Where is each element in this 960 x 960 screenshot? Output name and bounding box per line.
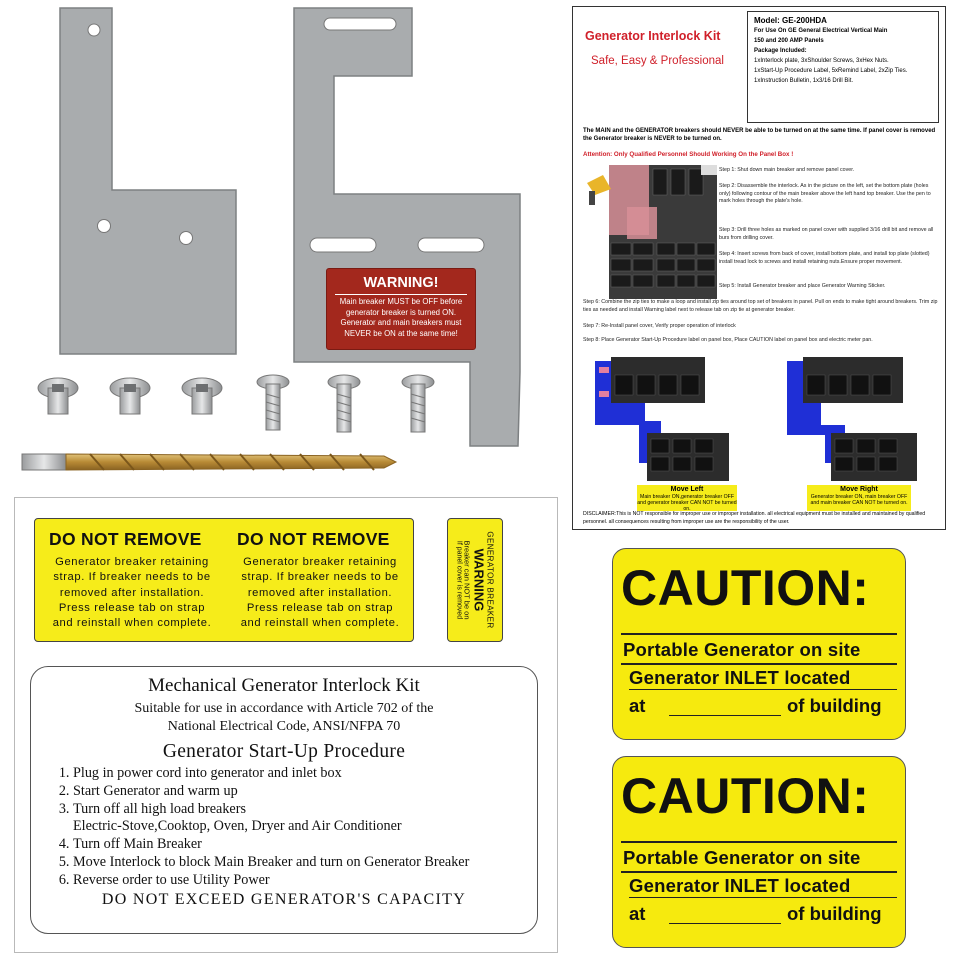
drill-bit (22, 454, 396, 470)
hardware-photo (0, 360, 560, 490)
step-6: Step 6: Combine the zip ties to make a loop and install zip ties around top set of breakers in panel. Pull on ends to make tight around breakers. Trim zip ties as needed and install Warning label next to release tab on zip tie at generator breaker. (583, 299, 938, 313)
instruction-bulletin (572, 6, 946, 530)
plate-slot (324, 18, 396, 30)
do-not-remove-line: and reinstall when complete. (52, 617, 212, 630)
do-not-remove-line: Press release tab on strap (58, 601, 206, 614)
do-not-remove-line: and reinstall when complete. (240, 617, 400, 630)
gen-warning-title: WARNING (471, 548, 487, 612)
procedure-suitable: Suitable for use in accordance with Article 702 of the (134, 701, 434, 716)
model-box (747, 11, 939, 123)
caution-rule (629, 689, 897, 690)
do-not-remove-text (231, 555, 409, 631)
caution-blank-line (669, 923, 781, 924)
plate-warning-label (326, 268, 476, 350)
procedure-title: Mechanical Generator Interlock Kit (148, 675, 420, 696)
gen-warning-line: GENERATOR BREAKER (485, 531, 495, 629)
do-not-remove-line: strap. If breaker needs to be (53, 571, 211, 584)
generator-breaker-warning-text (456, 521, 495, 639)
procedure-step: 2. Start Generator and warm up (73, 783, 469, 801)
model-panels: 150 and 200 AMP Panels (754, 38, 824, 44)
procedure-step: 5. Move Interlock to block Main Breaker and turn on Generator Breaker (73, 854, 469, 872)
sheet-subtitle: Safe, Easy & Professional (591, 55, 724, 67)
do-not-remove-label (34, 518, 414, 642)
step-3: Step 3: Drill three holes as marked on panel cover with supplied 3/16 drill bit and remove all burs from drilling cover. (719, 227, 934, 241)
warning-label-line: generator breaker is turned ON. (345, 307, 457, 317)
step-2: Step 2: Disassemble the interlock. As in the picture on the left, set the bottom plate (holes only) following contour of the main breaker above the left hand top breaker. Use the pen to mark holes through the plate's hole. (719, 183, 931, 204)
caution-rule (621, 871, 897, 873)
warning-label-line: Main breaker MUST be OFF before (339, 297, 463, 306)
caution-rule (621, 633, 897, 635)
do-not-remove-line: removed after installation. (59, 586, 205, 599)
hex-nut (182, 378, 222, 414)
do-not-remove-line: Generator breaker retaining (243, 556, 397, 568)
procedure-step: 1. Plug in power cord into generator and inlet box (73, 765, 469, 783)
gen-warning-line: Breaker can NOT be on (462, 540, 472, 620)
do-not-remove-line: strap. If breaker needs to be (241, 571, 399, 584)
step-5: Step 5: Install Generator breaker and place Generator Warning Sticker. (719, 283, 886, 289)
caution-rule (621, 841, 897, 843)
warning-label-title: WARNING! (363, 275, 439, 291)
warning-label-line: NEVER be ON at the same time! (344, 328, 458, 338)
plate-hole (180, 232, 193, 245)
caution-at: at (629, 903, 646, 924)
procedure-suitable: National Electrical Code, ANSI/NFPA 70 (167, 719, 401, 734)
shoulder-screw (328, 375, 360, 432)
caution-blank-line (669, 715, 781, 716)
caution-line: Portable Generator on site (623, 639, 861, 660)
move-right-title: Move Right (840, 486, 878, 493)
do-not-remove-line: Press release tab on strap (246, 601, 394, 614)
step-4: Step 4: Insert screws from back of cover, install bottom plate, and install top plate (slotted) install tread lock to screws and install retaining nuts.Ensure proper movement. (719, 251, 930, 265)
hex-nut (110, 378, 150, 414)
shoulder-screw (257, 375, 289, 430)
package-item: 1xInterlock plate, 3xShoulder Screws, 3xHex Nuts. (754, 58, 889, 64)
procedure-step (73, 801, 469, 837)
bottom-interlock-plate (60, 8, 236, 354)
plate-slot (418, 238, 484, 252)
plate-hole (88, 24, 100, 36)
shoulder-screw (402, 375, 434, 432)
caution-label (612, 756, 906, 948)
procedure-step: 4. Turn off Main Breaker (73, 836, 469, 854)
sheet-attention: Attention: Only Qualified Personnel Should Working On the Panel Box ! (583, 151, 794, 158)
package-item: 1xInstruction Bulletin, 1x3/16 Drill Bit. (754, 78, 854, 84)
procedure-step-sub: Electric-Stove,Cooktop, Oven, Dryer and Air Conditioner (73, 818, 402, 835)
generator-breaker-warning-label (447, 518, 503, 642)
move-right-desc: Generator breaker ON, main breaker OFF and main breaker CAN NOT be turned on. (810, 494, 908, 506)
caution-at: at (629, 695, 646, 716)
caution-title: CAUTION: (621, 768, 870, 824)
caution-line: Generator INLET located (629, 875, 851, 896)
step-1: Step 1: Shut down main breaker and remove panel cover. (719, 167, 855, 173)
caution-rule (621, 663, 897, 665)
move-left-box (637, 485, 737, 511)
package-item: 1xStart-Up Procedure Label, 5xRemind Label, 2xZip Ties. (754, 68, 908, 74)
procedure-footer: DO NOT EXCEED GENERATOR'S CAPACITY (101, 891, 467, 908)
do-not-remove-line: removed after installation. (247, 586, 393, 599)
caution-line: Generator INLET located (629, 667, 851, 688)
caution-of-building: of building (787, 903, 882, 924)
start-up-procedure-label (30, 666, 538, 934)
procedure-step-text: Turn off all high load breakers (73, 800, 246, 817)
step-7: Step 7: Re-Install panel cover, Verify proper operation of interlock (583, 323, 736, 329)
panel-install-photo (581, 163, 719, 301)
plate-hole (98, 220, 111, 233)
caution-rule (629, 897, 897, 898)
warning-label-line: Generator and main breakers must (340, 318, 462, 327)
do-not-remove-title: DO NOT REMOVE (237, 529, 390, 549)
procedure-heading: Generator Start-Up Procedure (162, 741, 406, 762)
package-label: Package Included: (754, 48, 807, 54)
move-left-desc: Main breaker ON,generator breaker OFF and generator breaker CAN NOT be turned on. (637, 494, 737, 512)
do-not-remove-title: DO NOT REMOVE (49, 529, 202, 549)
do-not-remove-line: Generator breaker retaining (55, 556, 209, 568)
sheet-warning-paragraph: The MAIN and the GENERATOR breakers should NEVER be able to be turned on at the same time. If panel cover is removed the Generator breaker is NEVER to be turned on. (583, 128, 936, 142)
gen-warning-line: If panel cover is removed (455, 540, 463, 620)
model-number: Model: GE-200HDA (754, 16, 827, 25)
sheet-disclaimer: DISCLAIMER:This is NOT responsible for improper use or improper installation. all electrical equipment must be installed and maintained by qualified personnel. all consequences resulting from improper use are the responsibility of the user. (583, 511, 926, 525)
plate-slot (310, 238, 376, 252)
sheet-title: Generator Interlock Kit (585, 29, 721, 43)
caution-label (612, 548, 906, 740)
procedure-steps (49, 765, 469, 890)
caution-of-building: of building (787, 695, 882, 716)
caution-title: CAUTION: (621, 560, 870, 616)
caution-line: Portable Generator on site (623, 847, 861, 868)
hex-nut (38, 378, 78, 414)
move-right-box (807, 485, 911, 511)
step-8: Step 8: Place Generator Start-Up Procedure label on panel box, Place CAUTION label on panel box and electric meter pan. (583, 337, 873, 343)
move-left-title: Move Left (670, 486, 704, 493)
do-not-remove-text (43, 555, 221, 631)
procedure-step: 6. Reverse order to use Utility Power (73, 872, 469, 890)
model-use: For Use On GE General Electrical Vertical Main (754, 28, 888, 34)
